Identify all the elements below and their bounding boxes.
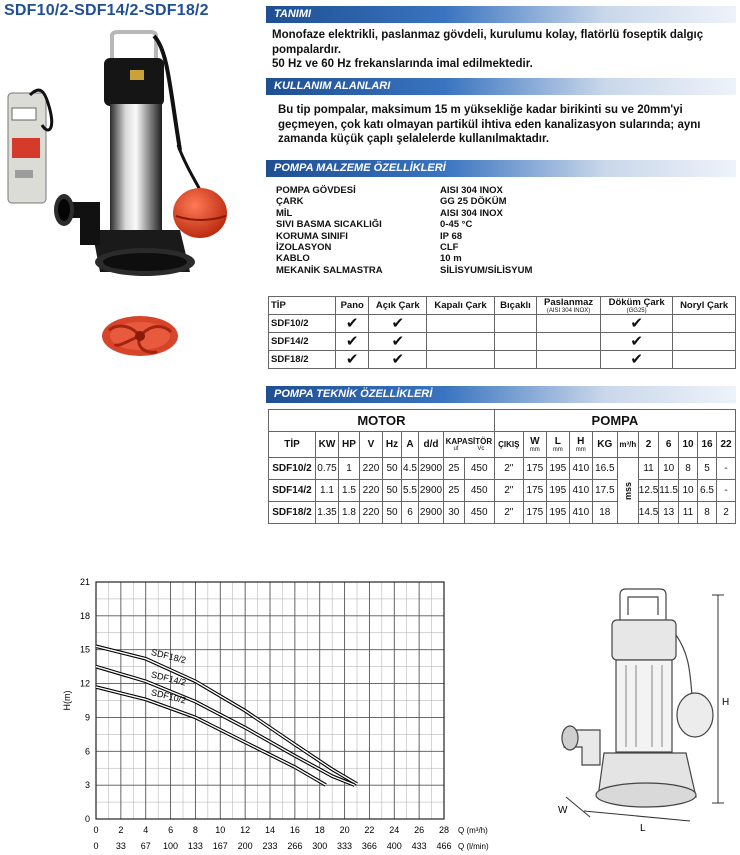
dimension-drawing (540, 575, 740, 835)
check-cell: ✔ (336, 333, 369, 351)
check-cell: ✔ (369, 351, 427, 369)
material-value: GG 25 DÖKÜM (440, 196, 507, 208)
material-key: ÇARK (276, 196, 304, 208)
y-tick-label: 6 (84, 746, 90, 757)
x-tick-label: 20 (339, 825, 350, 835)
x-tick-label-lmin: 0 (93, 841, 99, 851)
material-row (276, 253, 576, 264)
x-axis-label: Q (m³/h) (458, 826, 488, 835)
check-cell (537, 351, 601, 369)
series-line (96, 646, 357, 784)
h-label: H (577, 436, 585, 447)
check-cell: ✔ (369, 315, 427, 333)
material-row (276, 242, 576, 253)
x-tick-label-lmin: 200 (237, 841, 253, 851)
x-tick-label: 26 (414, 825, 425, 835)
impeller-photo (95, 310, 185, 360)
col-header: TİP (269, 297, 336, 315)
col-header: KG (592, 432, 617, 458)
check-cell: ✔ (601, 333, 673, 351)
series-line-outline (96, 687, 326, 785)
check-cell: ✔ (336, 315, 369, 333)
tanimi-text (272, 28, 736, 72)
x-tick-label: 22 (364, 825, 375, 835)
performance-chart (0, 570, 530, 855)
tech-cell: 175 (523, 480, 546, 502)
tech-cell: 2" (494, 458, 523, 480)
tech-section-row (269, 410, 736, 432)
x-tick-label-lmin: 366 (361, 841, 377, 851)
unit-label: mm (529, 447, 540, 453)
tech-cell: 16.5 (592, 458, 617, 480)
dim-w: W (558, 805, 568, 816)
tech-cell: 8 (679, 458, 698, 480)
col-header: m³/h (617, 432, 638, 458)
y-tick-label: 9 (84, 712, 90, 723)
x-tick-label: 10 (215, 825, 226, 835)
series-line (96, 687, 326, 785)
tech-cell: 30 (444, 502, 465, 524)
tech-cell: 10 (679, 480, 698, 502)
material-key: KABLO (276, 253, 310, 265)
mss-cell (617, 458, 638, 524)
tech-cell: 2 (717, 502, 736, 524)
tech-cell: 450 (464, 458, 494, 480)
x-tick-label: 4 (143, 825, 149, 835)
tech-cell: 2900 (419, 502, 444, 524)
tech-cell: 195 (546, 458, 569, 480)
y-tick-label: 18 (79, 610, 90, 621)
tech-cell: 450 (464, 480, 494, 502)
material-value: 0-45 °C (440, 219, 473, 231)
w-label: W (530, 436, 540, 447)
tech-cell: 195 (546, 480, 569, 502)
col-header: KW (316, 432, 339, 458)
kullanim-line: geçmeyen, çok katı olmayan partikül ihtiva eden kanalizasyon sularında; aynı (278, 118, 701, 131)
tech-header-row (269, 432, 736, 458)
material-row (276, 265, 576, 276)
col-header: HP (339, 432, 360, 458)
x-axis-label-lmin: Q (l/min) (458, 842, 489, 851)
x-tick-label: 24 (389, 825, 400, 835)
check-cell (494, 351, 536, 369)
tech-cell: 8 (698, 502, 717, 524)
tanimi-line: 50 Hz ve 60 Hz frekanslarında imal edilmektedir. (272, 58, 533, 70)
l-label: L (554, 436, 561, 447)
tech-tip: SDF14/2 (269, 480, 316, 502)
type-cell: SDF14/2 (269, 333, 336, 351)
unit-label: mm (552, 447, 563, 453)
material-key: MEKANİK SALMASTRA (276, 264, 383, 276)
material-value: CLF (440, 242, 459, 254)
col-header: V (360, 432, 383, 458)
material-row (276, 208, 576, 219)
unit-label: mm (575, 447, 586, 453)
material-list (276, 185, 576, 276)
tech-cell: 17.5 (592, 480, 617, 502)
x-tick-label-lmin: 100 (163, 841, 179, 851)
col-header: Kapalı Çark (427, 297, 495, 315)
check-cell (427, 351, 495, 369)
kapasitor-units (444, 446, 494, 452)
section-band-tanimi (266, 6, 736, 23)
section-heading-kullanim: KULLANIM ALANLARI (274, 80, 391, 92)
x-tick-label-lmin: 400 (386, 841, 402, 851)
check-cell (494, 333, 536, 351)
kapasitor-uf: uf (453, 446, 459, 452)
dim-h: H (722, 697, 730, 708)
col-header: 6 (659, 432, 679, 458)
col-header: d/d (419, 432, 444, 458)
tech-cell: 220 (360, 458, 383, 480)
section-band-malzeme (266, 160, 736, 177)
tech-cell: 13 (659, 502, 679, 524)
kapasitor-vc: Vc (477, 446, 485, 452)
y-tick-label: 0 (84, 814, 90, 824)
type-table (268, 296, 736, 369)
tech-cell: 10 (659, 458, 679, 480)
col-header (546, 432, 569, 458)
tech-cell: 0.75 (316, 458, 339, 480)
col-header-label: Döküm Çark (608, 297, 665, 308)
kullanim-text (278, 103, 736, 147)
check-cell (673, 315, 736, 333)
check-cell: ✔ (336, 351, 369, 369)
material-row (276, 185, 576, 196)
x-tick-label-lmin: 300 (312, 841, 328, 851)
check-cell (673, 333, 736, 351)
tech-cell: 2900 (419, 480, 444, 502)
material-value: AISI 304 INOX (440, 207, 503, 219)
series-line-outline (96, 646, 357, 784)
tech-cell: 25 (444, 458, 465, 480)
material-row (276, 219, 576, 230)
tech-cell: 220 (360, 502, 383, 524)
tanimi-line: Monofaze elektrikli, paslanmaz gövdeli, kurulumu kolay, flatörlü foseptik dalgıç (272, 29, 704, 41)
tech-cell: 410 (569, 502, 592, 524)
tech-row (269, 458, 736, 480)
mss-label: mss (622, 481, 633, 500)
material-key: POMPA GÖVDESİ (276, 185, 356, 196)
x-tick-label: 16 (289, 825, 300, 835)
col-header (569, 432, 592, 458)
tech-table (268, 409, 736, 524)
motor-label: MOTOR (269, 410, 495, 432)
col-header: Hz (383, 432, 402, 458)
type-row (269, 333, 736, 351)
x-tick-label: 2 (118, 825, 124, 835)
dim-l: L (640, 823, 646, 834)
section-heading-malzeme: POMPA MALZEME ÖZELLİKLERİ (274, 162, 446, 174)
x-tick-label: 0 (93, 825, 99, 835)
tech-cell: 11 (638, 458, 658, 480)
material-value: 10 m (440, 253, 462, 265)
x-tick-label: 12 (240, 825, 251, 835)
check-cell: ✔ (369, 333, 427, 351)
x-tick-label-lmin: 433 (411, 841, 427, 851)
type-table-header (269, 297, 736, 315)
x-tick-label-lmin: 33 (115, 841, 126, 851)
tech-cell: 450 (464, 502, 494, 524)
col-header: 16 (698, 432, 717, 458)
pompa-label: POMPA (494, 410, 735, 432)
col-header: 2 (638, 432, 658, 458)
tech-cell: 12.5 (638, 480, 658, 502)
x-tick-label-lmin: 233 (262, 841, 278, 851)
type-cell: SDF10/2 (269, 315, 336, 333)
tech-cell: 410 (569, 480, 592, 502)
tech-cell: 2" (494, 502, 523, 524)
y-axis-label: H(m) (62, 690, 72, 711)
x-tick-label: 6 (168, 825, 174, 835)
tech-cell: 175 (523, 458, 546, 480)
tech-cell: 11 (679, 502, 698, 524)
col-header: Açık Çark (369, 297, 427, 315)
col-header (601, 297, 673, 315)
check-cell (537, 315, 601, 333)
tech-cell: 6 (402, 502, 419, 524)
tech-cell: 4.5 (402, 458, 419, 480)
col-header: Noryl Çark (673, 297, 736, 315)
kapasitor-label: KAPASİTÖR (445, 437, 493, 446)
material-key: KORUMA SINIFI (276, 230, 348, 242)
type-row (269, 351, 736, 369)
col-header-label: Paslanmaz (544, 297, 594, 308)
tech-cell: 195 (546, 502, 569, 524)
col-header: A (402, 432, 419, 458)
col-header (523, 432, 546, 458)
y-tick-label: 3 (84, 780, 90, 791)
y-tick-label: 12 (79, 678, 90, 689)
tech-cell: 175 (523, 502, 546, 524)
tech-cell: 14.5 (638, 502, 658, 524)
tech-cell: 50 (383, 458, 402, 480)
series-line (96, 667, 355, 786)
tech-tip: SDF10/2 (269, 458, 316, 480)
type-row (269, 315, 736, 333)
check-cell (427, 315, 495, 333)
material-key: SIVI BASMA SICAKLIĞI (276, 219, 382, 231)
tech-cell: 1.35 (316, 502, 339, 524)
x-tick-label: 14 (264, 825, 276, 835)
series-label: SDF14/2 (150, 669, 188, 688)
material-value: SİLİSYUM/SİLİSYUM (440, 264, 533, 276)
x-tick-label-lmin: 266 (287, 841, 303, 851)
tech-cell: 50 (383, 502, 402, 524)
x-tick-label: 18 (314, 825, 325, 835)
section-band-kullanim (266, 78, 736, 95)
x-tick-label: 8 (192, 825, 198, 835)
tech-cell: 220 (360, 480, 383, 502)
tech-cell: 1 (339, 458, 360, 480)
page-title: SDF10/2-SDF14/2-SDF18/2 (4, 2, 209, 19)
pump-photo (0, 30, 265, 290)
tech-cell: 1.1 (316, 480, 339, 502)
check-cell: ✔ (601, 351, 673, 369)
tech-cell: 1.5 (339, 480, 360, 502)
tech-cell: - (717, 480, 736, 502)
tech-cell: 2" (494, 480, 523, 502)
tech-cell: 25 (444, 480, 465, 502)
x-tick-label-lmin: 333 (337, 841, 353, 851)
col-header: 10 (679, 432, 698, 458)
material-row (276, 196, 576, 207)
tech-cell: 2900 (419, 458, 444, 480)
tech-cell: 18 (592, 502, 617, 524)
col-header: Bıçaklı (494, 297, 536, 315)
check-cell (494, 315, 536, 333)
tanimi-line: pompalardır. (272, 43, 342, 56)
col-header: TİP (269, 432, 316, 458)
section-heading-tanimi: TANIMI (274, 8, 312, 20)
series-label: SDF18/2 (150, 647, 188, 666)
material-value: IP 68 (440, 230, 463, 242)
x-tick-label-lmin: 466 (436, 841, 452, 851)
type-cell: SDF18/2 (269, 351, 336, 369)
check-cell (537, 333, 601, 351)
y-tick-label: 15 (79, 644, 90, 655)
tech-cell: 410 (569, 458, 592, 480)
series-label: SDF10/2 (150, 687, 188, 706)
y-tick-label: 21 (79, 577, 90, 587)
tech-cell: 6.5 (698, 480, 717, 502)
tech-row (269, 502, 736, 524)
x-tick-label-lmin: 67 (140, 841, 151, 851)
check-cell: ✔ (601, 315, 673, 333)
material-key: İZOLASYON (276, 242, 332, 254)
x-tick-label: 28 (438, 825, 450, 835)
tech-cell: 1.8 (339, 502, 360, 524)
material-value: AISI 304 INOX (440, 185, 503, 196)
col-header: Pano (336, 297, 369, 315)
tech-cell: - (717, 458, 736, 480)
x-tick-label-lmin: 133 (187, 841, 203, 851)
check-cell (673, 351, 736, 369)
x-tick-label-lmin: 167 (212, 841, 228, 851)
tech-cell: 5.5 (402, 480, 419, 502)
col-header-sub: (GG25) (626, 308, 647, 314)
tech-cell: 5 (698, 458, 717, 480)
kullanim-line: zamanda küçük çaplı şelalelerde kullanılmaktadır. (278, 133, 550, 145)
tech-cell: 50 (383, 480, 402, 502)
col-header (444, 432, 495, 458)
col-header: 22 (717, 432, 736, 458)
section-band-teknik (266, 386, 736, 403)
material-key: MİL (276, 207, 293, 219)
col-header: ÇIKIŞ (494, 432, 523, 458)
kullanim-line: Bu tip pompalar, maksimum 15 m yüksekliğe kadar birikinti su ve 20mm'yi (278, 104, 683, 116)
col-header (537, 297, 601, 315)
check-cell (427, 333, 495, 351)
material-row (276, 231, 576, 242)
tech-cell: 11.5 (659, 480, 679, 502)
tech-tip: SDF18/2 (269, 502, 316, 524)
col-header-sub: (AISI 304 INOX) (546, 308, 591, 314)
section-heading-teknik: POMPA TEKNİK ÖZELLİKLERİ (274, 388, 433, 400)
tech-row (269, 480, 736, 502)
